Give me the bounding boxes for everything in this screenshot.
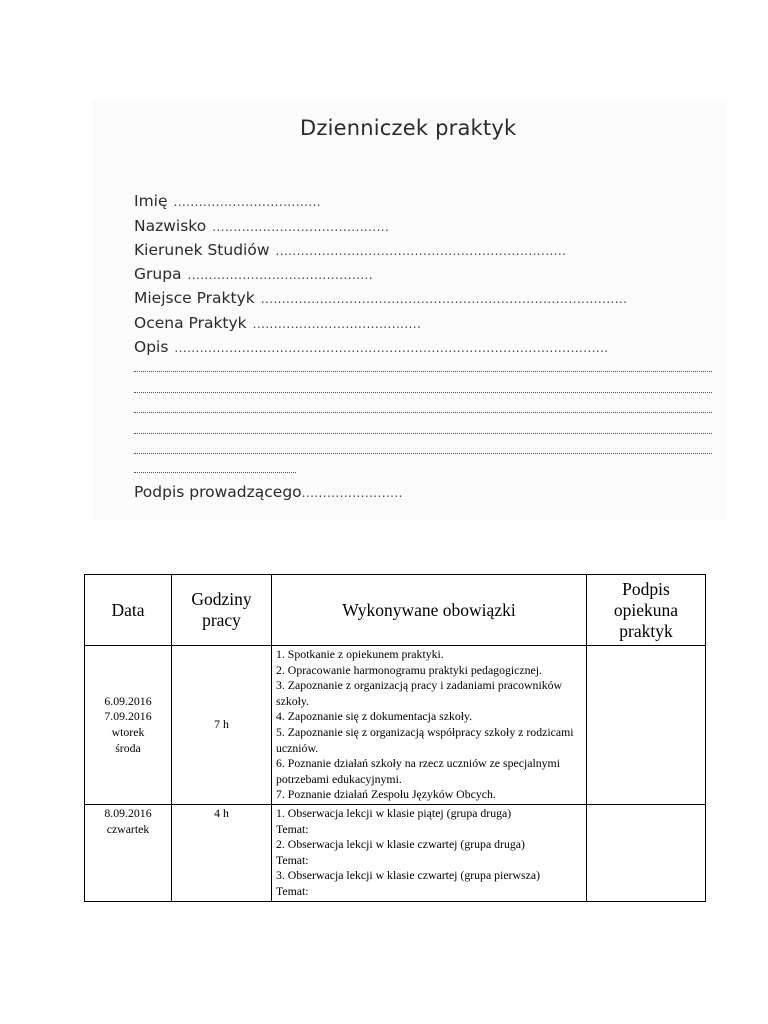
field-dots: ........................................: [252, 317, 422, 331]
duty-item: 3. Obserwacja lekcji w klasie czwartej (grupa pierwsza): [276, 868, 540, 883]
duty-item: 2. Obserwacja lekcji w klasie czwartej (grupa druga): [276, 837, 525, 852]
field-dots: .....................................................................: [275, 244, 567, 258]
field-label: Miejsce Praktyk: [134, 289, 255, 307]
signature-cell: [587, 646, 706, 805]
opis-line: [134, 472, 296, 473]
duty-item: 1. Obserwacja lekcji w klasie piątej (grupa druga): [276, 805, 512, 820]
field-imie: [134, 192, 321, 211]
field-opis: [134, 338, 609, 357]
table-row: [85, 804, 706, 901]
duty-item: 6. Poznanie działań szkoły na rzecz uczniów ze specjalnymi potrzebami edukacyjnymi.: [276, 756, 560, 786]
field-label: Podpis prowadzącego: [134, 483, 302, 501]
header-duties: Wykonywane obowiązki: [272, 575, 587, 646]
table-row: [85, 646, 706, 805]
date-line: 6.09.2016: [104, 693, 152, 708]
form-title: Dzienniczek praktyk: [300, 116, 517, 140]
field-label: Grupa: [134, 265, 182, 283]
field-miejsce: [134, 289, 627, 308]
field-label: Imię: [134, 192, 168, 210]
duty-topic: Temat:: [276, 883, 309, 898]
table-header-row: [85, 575, 706, 646]
duty-item: 1. Spotkanie z opiekunem praktyki.: [276, 647, 444, 661]
scanned-form: [92, 100, 727, 520]
field-grupa: [134, 265, 373, 284]
opis-line: [134, 412, 712, 413]
field-signature: [134, 483, 403, 502]
duties-cell: [272, 646, 587, 805]
date-line: 7.09.2016: [104, 709, 152, 724]
field-nazwisko: [134, 217, 389, 236]
field-label: Kierunek Studiów: [134, 241, 270, 259]
practice-log-table: [84, 574, 706, 902]
duty-item: 3. Zapoznanie z organizacją pracy i zadaniami pracowników szkoły.: [276, 678, 563, 708]
duty-topic: Temat:: [276, 852, 309, 867]
header-hours: Godziny pracy: [172, 575, 272, 646]
day-line: wtorek: [111, 724, 145, 739]
duty-topic: Temat:: [276, 821, 309, 836]
field-ocena: [134, 314, 421, 333]
signature-cell: [587, 804, 706, 901]
duty-item: 5. Zapoznanie się z organizacją współpracy szkoły z rodzicami uczniów.: [276, 724, 574, 755]
field-dots: ..........................................: [212, 220, 390, 234]
opis-line: [134, 453, 712, 454]
field-dots: .......................................................................................: [260, 292, 628, 306]
field-label: Ocena Praktyk: [134, 314, 247, 332]
header-signature: Podpis opiekuna praktyk: [587, 575, 706, 646]
field-dots: ...................................: [173, 195, 322, 209]
day-line: środa: [115, 740, 141, 755]
field-kierunek: [134, 241, 566, 260]
duties-cell: [272, 804, 587, 901]
field-dots: .......................................................................................................: [174, 341, 609, 355]
duty-item: 4. Zapoznanie się z dokumentacja szkoły.: [276, 709, 473, 724]
date-cell: [85, 804, 172, 901]
hours-cell: 7 h: [172, 646, 272, 805]
field-label: Opis: [134, 338, 169, 356]
field-dots: ............................................: [187, 268, 373, 282]
opis-line: [134, 433, 712, 434]
date-cell: [85, 646, 172, 805]
hours-cell: 4 h: [172, 804, 272, 901]
field-dots: ........................: [301, 486, 403, 500]
header-data: Data: [85, 575, 172, 646]
date-line: 8.09.2016: [104, 805, 152, 820]
field-label: Nazwisko: [134, 217, 207, 235]
opis-line: [134, 371, 712, 372]
opis-line: [134, 392, 712, 393]
duty-item: 7. Poznanie działań Zespołu Języków Obcych.: [276, 787, 496, 802]
duty-item: 2. Opracowanie harmonogramu praktyki pedagogicznej.: [276, 662, 542, 677]
day-line: czwartek: [106, 821, 150, 836]
